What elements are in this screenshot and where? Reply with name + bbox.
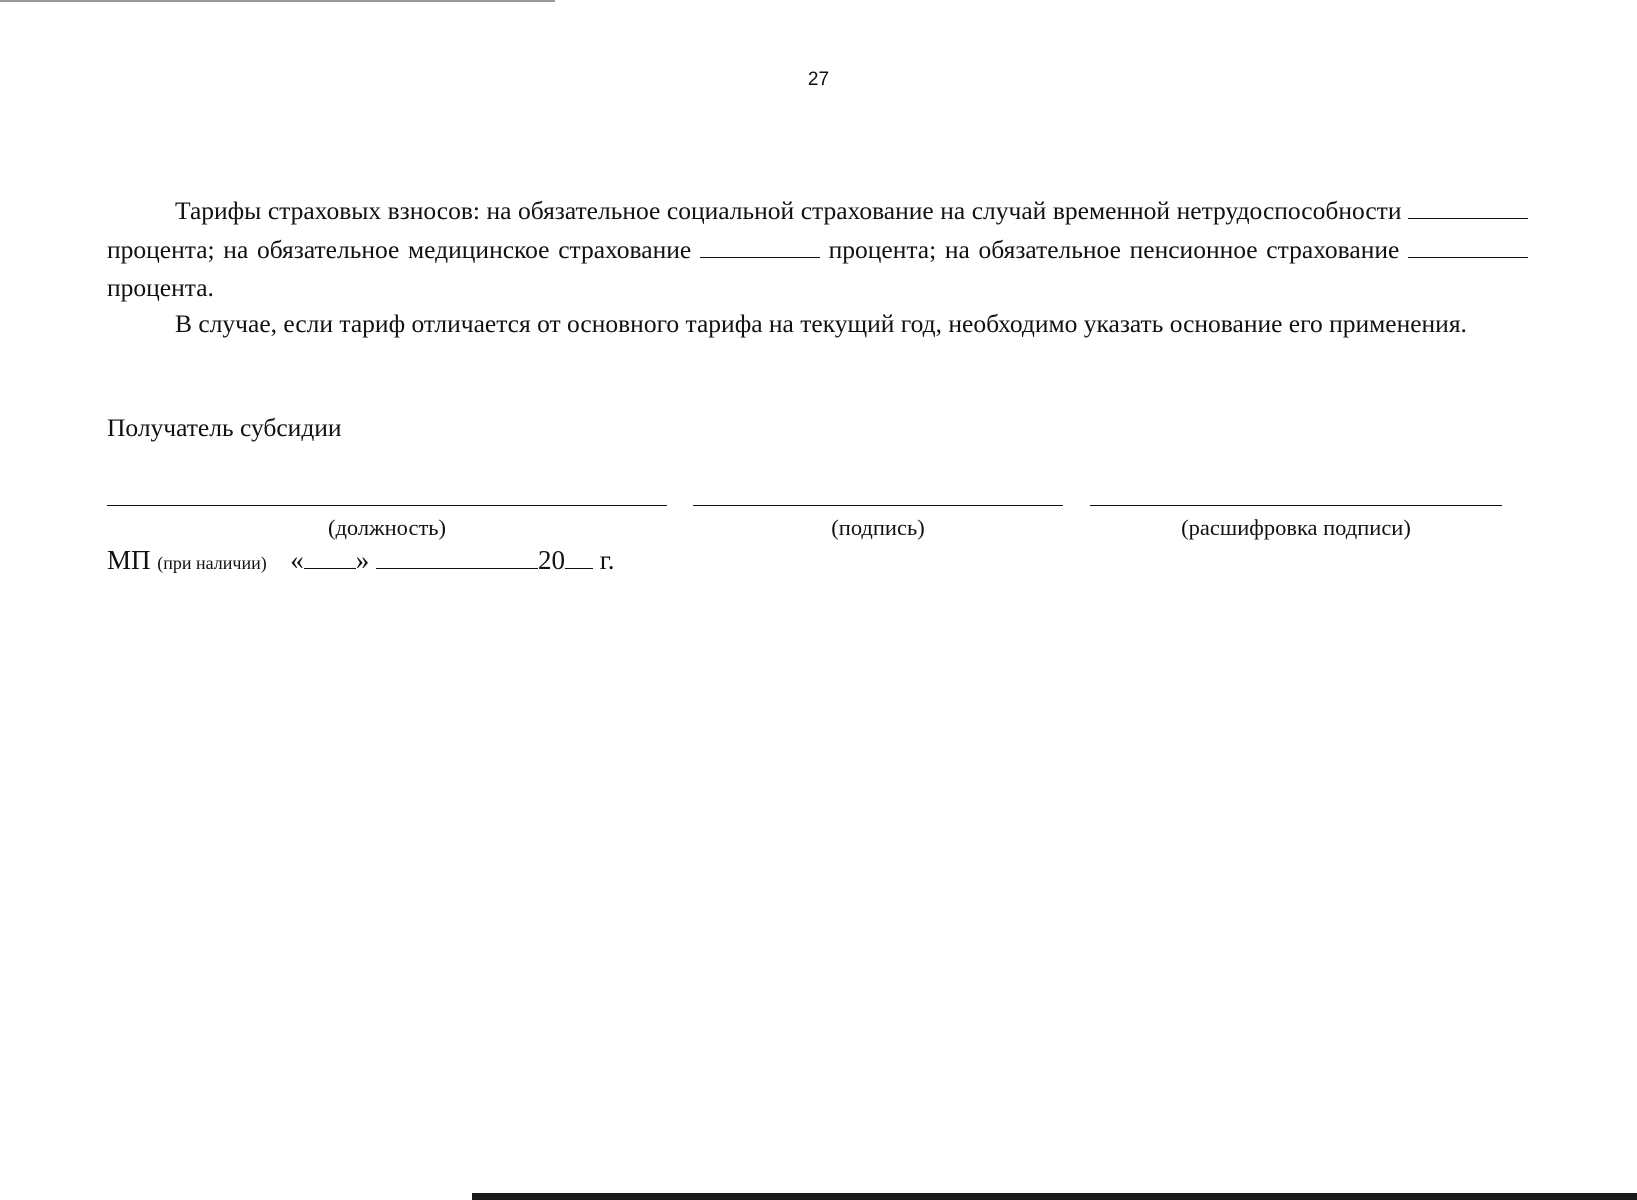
position-caption: (должность)	[327, 515, 447, 540]
stamp-note: (при наличии)	[157, 553, 267, 573]
signature-decoding-caption: (расшифровка подписи)	[1181, 515, 1411, 540]
sickness-rate-blank[interactable]	[1408, 196, 1528, 219]
signature-decoding-line[interactable]	[1090, 505, 1502, 506]
tariffs-text-4: процента.	[107, 273, 214, 302]
year-blank[interactable]	[565, 546, 593, 569]
medical-rate-blank[interactable]	[700, 235, 820, 258]
scan-edge-top	[0, 0, 555, 2]
tariffs-text-1: Тарифы страховых взносов: на обязательное социальной страхование на случай временной нетрудоспособности	[175, 196, 1402, 225]
year-prefix: 20	[537, 545, 565, 575]
signature-caption: (подпись)	[831, 515, 925, 540]
stamp-date-row	[107, 545, 615, 576]
year-suffix: г.	[599, 545, 615, 575]
tariff-basis-text: В случае, если тариф отличается от основного тарифа на текущий год, необходимо указать основание его применения.	[175, 309, 1467, 338]
page-number: 27	[807, 69, 830, 90]
tariffs-paragraph	[107, 192, 1528, 308]
signature-line[interactable]	[693, 505, 1063, 506]
recipient-label: Получатель субсидии	[107, 413, 342, 442]
quote-close: »	[355, 545, 370, 575]
day-blank[interactable]	[304, 546, 356, 569]
stamp-label: МП	[107, 545, 151, 575]
pension-rate-blank[interactable]	[1408, 235, 1528, 258]
tariffs-text-3: процента; на обязательное пенсионное страхование	[828, 234, 1400, 264]
month-blank[interactable]	[376, 546, 538, 569]
quote-open: «	[290, 545, 304, 575]
tariffs-text-2: процента; на обязательное медицинское страхование	[107, 234, 692, 264]
tariff-basis-paragraph	[107, 305, 1528, 344]
position-line[interactable]	[107, 505, 667, 506]
scan-edge-bottom	[472, 1193, 1637, 1200]
